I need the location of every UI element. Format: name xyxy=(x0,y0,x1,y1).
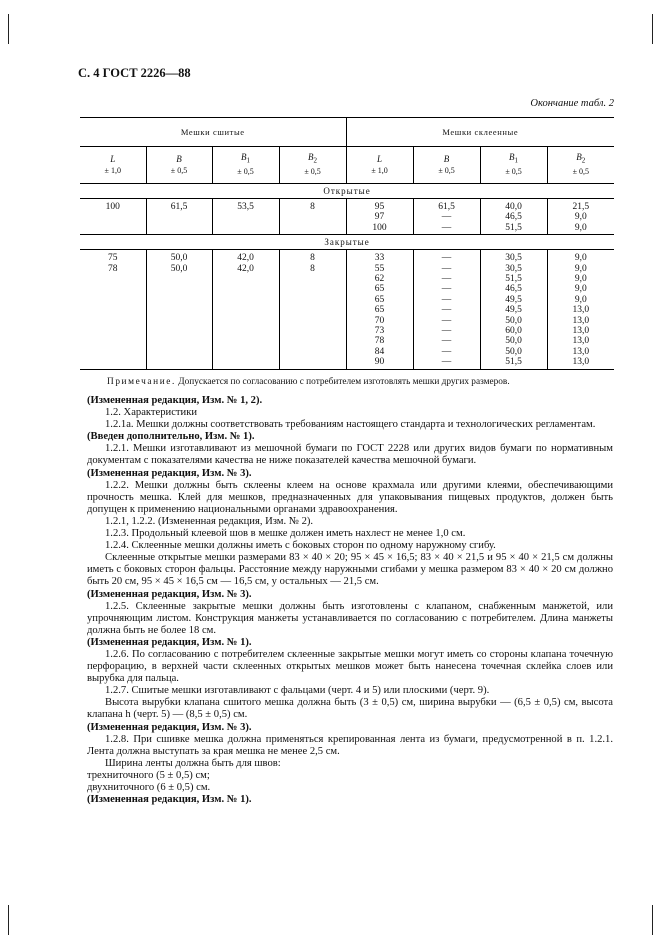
cell-value: — xyxy=(441,222,452,233)
cell-value: 100 xyxy=(105,202,120,212)
cell-value: 13,0 xyxy=(572,357,590,368)
table-cell xyxy=(346,250,413,369)
paragraph: (Измененная редакция, Изм. № 1). xyxy=(87,794,252,806)
table-cell xyxy=(413,199,480,235)
body-text xyxy=(87,395,613,806)
column-header xyxy=(279,147,346,184)
section-open: Открытые xyxy=(323,185,371,196)
column-tolerance: ± 1,0 xyxy=(371,165,388,175)
paragraph: 1.2.7. Сшитые мешки изготавливают с фальцами (черт. 4 и 5) или плоскими (черт. 9). xyxy=(105,685,490,697)
cell-value: 84 xyxy=(374,346,385,357)
paragraph: Склеенные открытые мешки размерами 83 × 40 × 20; 95 × 45 × 16,5; 83 × 40 × 21,5 и 95 × 40 × 21,5 см должны иметь с боковых сторон фальцы. Расстояние между наружными сгибами у мешка размером 83 × 40 × 20 см должно быть 20 см, 95 × 45 × 16,5 см — 16,5 см, у остальных — 21,5 см. xyxy=(87,552,613,588)
cell-value: 70 xyxy=(374,315,385,326)
cell-value: — xyxy=(441,263,452,274)
column-header xyxy=(480,147,547,184)
cell-value: 13,0 xyxy=(572,346,590,357)
column-symbol: B xyxy=(307,152,314,163)
paragraph: (Введен дополнительно, Изм. № 1). xyxy=(87,431,255,443)
crop-mark xyxy=(652,905,653,935)
table-cell xyxy=(346,199,413,235)
paragraph: трехниточного (5 ± 0,5) см; xyxy=(87,769,210,781)
column-header xyxy=(346,147,413,184)
table-note xyxy=(107,377,510,387)
column-tolerance: ± 0,5 xyxy=(237,167,254,177)
cell-value: — xyxy=(441,305,452,316)
cell-value: 78 xyxy=(108,263,118,274)
group-header-glued: Мешки склеенные xyxy=(346,118,614,147)
cell-value: 51,5 xyxy=(505,357,522,368)
column-symbol: L xyxy=(110,154,116,165)
table-cell xyxy=(279,199,346,235)
cell-value: 9,0 xyxy=(574,263,587,274)
cell-value: 9,0 xyxy=(574,222,587,233)
table-cell xyxy=(80,250,146,369)
page-header: С. 4 ГОСТ 2226—88 xyxy=(78,66,191,80)
cell-value: 46,5 xyxy=(505,284,522,295)
cell-value: 65 xyxy=(374,294,385,305)
note-label: Примечание. xyxy=(107,377,176,387)
table-cell xyxy=(547,199,614,235)
cell-value: 33 xyxy=(374,253,385,264)
column-header xyxy=(80,147,146,184)
paragraph: (Измененная редакция, Изм. № 3). xyxy=(87,588,252,600)
cell-value: 65 xyxy=(374,284,385,295)
note-text: Допускается по согласованию с потребителем изготовлять мешки других размеров. xyxy=(175,377,510,387)
cell-value: 60,0 xyxy=(505,326,522,337)
column-symbol: B xyxy=(443,154,450,165)
column-symbol: L xyxy=(377,154,383,165)
column-header xyxy=(212,147,279,184)
cell-value: — xyxy=(441,326,452,337)
cell-value: 9,0 xyxy=(574,284,587,295)
cell-value: 8 xyxy=(310,202,315,212)
cell-value: 9,0 xyxy=(574,294,587,305)
table-cell xyxy=(547,250,614,369)
column-tolerance: ± 0,5 xyxy=(170,165,188,175)
column-subscript: 1 xyxy=(514,156,519,165)
column-subscript: 2 xyxy=(581,156,586,165)
cell-value: 50,0 xyxy=(170,263,188,274)
column-subscript: 1 xyxy=(246,156,251,165)
cell-value: 9,0 xyxy=(574,253,587,264)
paragraph: (Измененная редакция, Изм. № 3). xyxy=(87,467,252,479)
paragraph: Высота вырубки клапана сшитого мешка должна быть (3 ± 0,5) см, ширина вырубки — (6,5 ± 0,5) см, высота клапана h (черт. 5) — (8,5 ± 0,5) см. xyxy=(87,697,613,721)
column-tolerance: ± 1,0 xyxy=(104,165,121,175)
table-cell xyxy=(480,199,547,235)
paragraph: 1.2.2. Мешки должны быть склеены клеем на основе крахмала или другими клеями, обеспечивающими прочность мешка. Клей для мешков, предназначенных для упаковывания пищевых продуктов, должен быть допущен к применению национальными органами здравоохранения. xyxy=(87,479,613,515)
cell-value: — xyxy=(441,336,452,347)
cell-value: — xyxy=(441,315,452,326)
column-tolerance: ± 0,5 xyxy=(572,167,589,177)
paragraph: 1.2.4. Склеенные мешки должны иметь с боковых сторон по одному наружному сгибу. xyxy=(105,540,496,552)
paragraph: 1.2.1а. Мешки должны соответствовать требованиям настоящего стандарта и технологических регламентам. xyxy=(105,419,596,431)
closed-row xyxy=(80,250,614,369)
table-cell xyxy=(480,250,547,369)
column-header xyxy=(146,147,212,184)
cell-value: 9,0 xyxy=(574,212,587,223)
cell-value: 100 xyxy=(372,222,387,233)
cell-value: 53,5 xyxy=(237,202,254,212)
paragraph: 1.2. Характеристики xyxy=(105,407,198,419)
table-cell xyxy=(146,199,212,235)
table-continuation-caption: Окончание табл. 2 xyxy=(530,98,614,109)
cell-value: 78 xyxy=(374,336,385,347)
paragraph: 1.2.3. Продольный клеевой шов в мешке должен иметь нахлест не менее 1,0 см. xyxy=(105,528,466,540)
paragraph: (Измененная редакция, Изм. № 3). xyxy=(87,721,252,733)
table-cell xyxy=(212,199,279,235)
paragraph: 1.2.5. Склеенные закрытые мешки должны быть изготовлены с клапаном, снабженным манжетой, или упрочняющим листом. Конструкция манжеты устанавливается по согласованию с потребителем. Длина манжеты должна быть не более 18 см. xyxy=(87,600,613,636)
cell-value: 65 xyxy=(374,305,385,316)
cell-value: 21,5 xyxy=(572,202,590,212)
cell-value: 8 xyxy=(310,263,315,274)
cell-value: 8 xyxy=(310,253,315,264)
paragraph: 1.2.1. Мешки изготавливают из мешочной бумаги по ГОСТ 2228 или других видов бумаги по нормативным документам с показателями качества не ниже показателей качества мешочной бумаги. xyxy=(87,443,613,467)
cell-value: 75 xyxy=(108,253,118,264)
cell-value: 42,0 xyxy=(237,253,254,264)
column-subscript: 2 xyxy=(313,156,318,165)
column-header xyxy=(547,147,614,184)
section-closed: Закрытые xyxy=(324,237,370,248)
cell-value: 9,0 xyxy=(574,274,587,285)
cell-value: 50,0 xyxy=(505,336,522,347)
table-cell xyxy=(146,250,212,369)
cell-value: — xyxy=(441,346,452,357)
cell-value: 95 xyxy=(374,202,385,212)
cell-value: 13,0 xyxy=(572,315,590,326)
column-tolerance: ± 0,5 xyxy=(505,167,522,177)
size-table xyxy=(80,117,614,370)
cell-value: 49,5 xyxy=(505,294,522,305)
crop-mark xyxy=(652,14,653,44)
cell-value: 55 xyxy=(374,263,385,274)
cell-value: 30,5 xyxy=(505,253,522,264)
cell-value: 61,5 xyxy=(170,202,188,212)
table-cell xyxy=(212,250,279,369)
column-symbol: B xyxy=(509,152,515,163)
cell-value: 90 xyxy=(374,357,385,368)
cell-value: 13,0 xyxy=(572,305,590,316)
cell-value: 42,0 xyxy=(237,263,254,274)
crop-mark xyxy=(8,14,9,44)
cell-value: 62 xyxy=(374,274,385,285)
cell-value: 40,0 xyxy=(505,202,522,212)
cell-value: — xyxy=(441,253,452,264)
cell-value: 46,5 xyxy=(505,212,522,223)
column-header-row xyxy=(80,147,614,184)
column-symbol: B xyxy=(176,154,182,165)
cell-value: 50,0 xyxy=(505,346,522,357)
paragraph: 1.2.1, 1.2.2. (Измененная редакция, Изм. № 2). xyxy=(105,515,314,527)
paragraph: 1.2.6. По согласованию с потребителем склеенные закрытые мешки могут иметь со стороны клапана точечную перфорацию, в верхней части склеенных открытых мешков может быть нанесена точечная склейка слоев или вырубка для пальца. xyxy=(87,648,613,685)
column-tolerance: ± 0,5 xyxy=(438,165,455,175)
column-symbol: B xyxy=(240,152,247,163)
cell-value: 30,5 xyxy=(505,263,522,274)
cell-value: 13,0 xyxy=(572,336,590,347)
cell-value: 61,5 xyxy=(438,202,455,212)
cell-value: 49,5 xyxy=(505,305,522,316)
paragraph: 1.2.8. При сшивке мешка должна применяться крепированная лента из бумаги, предусмотренной в п. 1.2.1. Лента должна выступать за края мешка не менее 2,5 см. xyxy=(87,733,613,757)
cell-value: 51,5 xyxy=(505,274,522,285)
cell-value: — xyxy=(441,294,452,305)
cell-value: — xyxy=(441,284,452,295)
paragraph: двухниточного (6 ± 0,5) см. xyxy=(87,782,211,793)
column-tolerance: ± 0,5 xyxy=(304,167,321,177)
column-header xyxy=(413,147,480,184)
column-symbol: B xyxy=(576,152,582,163)
paragraph: (Измененная редакция, Изм. № 1, 2). xyxy=(87,395,263,406)
table-cell xyxy=(80,199,146,235)
cell-value: — xyxy=(441,274,452,285)
group-header-sewn: Мешки сшитые xyxy=(180,126,245,137)
crop-mark xyxy=(8,905,9,935)
cell-value: 73 xyxy=(374,326,385,337)
cell-value: 13,0 xyxy=(572,326,590,337)
cell-value: 51,5 xyxy=(505,222,522,233)
table-cell xyxy=(413,250,480,369)
cell-value: 97 xyxy=(374,212,385,223)
table-cell xyxy=(279,250,346,369)
cell-value: 50,0 xyxy=(505,315,522,326)
cell-value: — xyxy=(441,212,452,223)
paragraph: (Измененная редакция, Изм. № 1). xyxy=(87,636,252,648)
paragraph: Ширина ленты должна быть для швов: xyxy=(105,757,281,769)
cell-value: — xyxy=(441,357,452,368)
open-row xyxy=(80,199,614,235)
cell-value: 50,0 xyxy=(170,253,188,264)
